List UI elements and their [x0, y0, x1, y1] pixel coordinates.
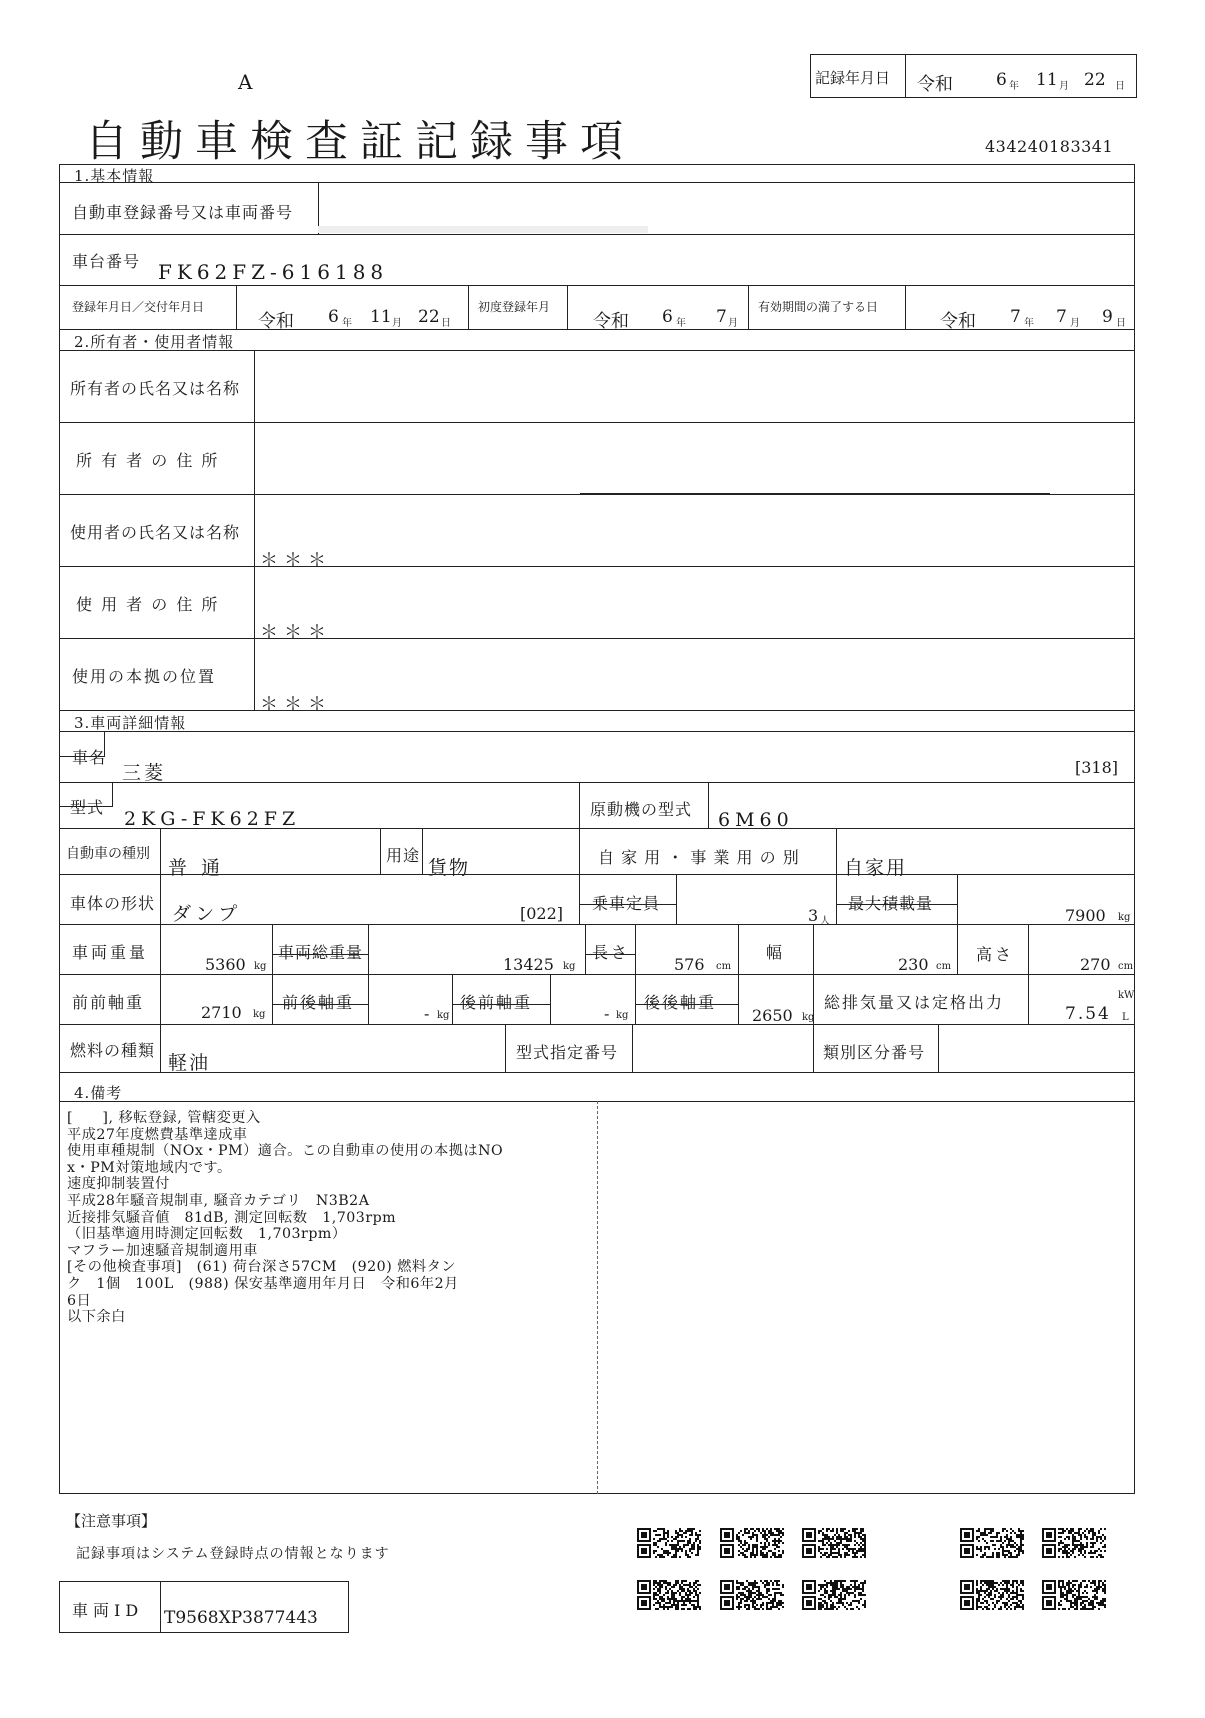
divider: [104, 731, 105, 756]
divider: [272, 924, 273, 974]
divider: [59, 974, 1135, 975]
capacity-value: 3: [808, 906, 819, 925]
registration-date-day-unit: 日: [441, 318, 451, 329]
divider: [422, 828, 423, 874]
divider: [112, 782, 113, 806]
divider: [160, 974, 161, 1024]
displacement-value: 7.54: [1065, 1004, 1111, 1024]
width-label: 幅: [766, 943, 784, 962]
base-location-value: ＊＊＊: [260, 694, 332, 715]
divider: [957, 874, 958, 924]
qr-code: [802, 1580, 866, 1610]
divider: [59, 924, 1135, 925]
divider: [635, 1004, 739, 1005]
qr-code: [1042, 1580, 1106, 1610]
qr-code: [960, 1580, 1024, 1610]
remarks-line: 平成28年騒音規制車, 騒音カテゴリ N3B2A: [67, 1192, 370, 1209]
qr-code: [1042, 1528, 1106, 1558]
divider: [813, 1024, 814, 1072]
record-date-label-box: [810, 54, 906, 98]
engine-model-label: 原動機の型式: [590, 800, 693, 819]
expiry-day: 9: [1102, 307, 1113, 327]
remarks-line: マフラー加速騒音規制適用車: [67, 1242, 258, 1259]
vehicle-id-value: T9568XP3877443: [164, 1608, 318, 1628]
car-name-label: 車名: [72, 748, 107, 767]
user-name-label: 使用者の氏名又は名称: [70, 523, 241, 542]
height-value: 270: [1080, 955, 1111, 974]
ff-axle-value: 2710: [201, 1003, 242, 1022]
divider: [272, 1004, 369, 1005]
expiry-year: 7: [1010, 307, 1021, 327]
weight-value: 5360: [205, 955, 246, 974]
remarks-line: ク 1個 100L (988) 保安基準適用年月日 令和6年2月: [67, 1275, 459, 1292]
divider: [813, 974, 814, 1024]
section2-title: 2.所有者・使用者情報: [74, 333, 235, 351]
corner-letter: A: [238, 70, 253, 94]
divider: [635, 924, 636, 974]
displacement-unit-bottom: L: [1122, 1012, 1129, 1023]
divider: [160, 924, 161, 974]
remarks-text: [67, 1110, 503, 1326]
body-shape-code: [022]: [520, 904, 564, 923]
usage-label: 用途: [386, 846, 421, 865]
divider: [585, 954, 636, 955]
capacity-label: 乗車定員: [592, 894, 661, 913]
section3-title: 3.車両詳細情報: [74, 714, 187, 732]
divider: [905, 285, 906, 329]
rr-axle-label: 後後軸重: [644, 993, 717, 1012]
vehicle-type-label: 自動車の種別: [66, 846, 150, 862]
record-date-era: 令和: [917, 74, 953, 95]
remarks-line: 速度抑制装置付: [67, 1176, 170, 1193]
section1-title: 1.基本情報: [74, 167, 155, 185]
record-date-year: 6: [996, 70, 1007, 90]
divider: [550, 974, 551, 1024]
gross-weight-value: 13425: [503, 955, 554, 974]
expiry-year-unit: 年: [1024, 318, 1034, 329]
length-value: 576: [674, 955, 705, 974]
type-designation-label: 型式指定番号: [516, 1043, 619, 1062]
vehicle-id-value-box: [160, 1581, 349, 1633]
height-label: 高さ: [976, 945, 1015, 964]
divider: [59, 566, 1135, 567]
first-registration-label: 初度登録年月: [478, 300, 551, 314]
vehicle-id-label: 車両ID: [72, 1601, 144, 1620]
first-registration-year: 6: [662, 307, 673, 327]
registration-date-year-unit: 年: [342, 318, 352, 329]
weight-label: 車両重量: [72, 943, 149, 962]
remarks-line: 6日: [67, 1292, 92, 1309]
divider: [272, 974, 273, 1024]
user-name-value: ＊＊＊: [260, 550, 332, 571]
length-unit: cm: [716, 961, 732, 972]
redaction-line: [580, 493, 1050, 495]
max-load-value: 7900: [1065, 906, 1106, 925]
divider: [836, 874, 837, 924]
divider: [160, 1024, 161, 1072]
fr-axle-unit: kg: [437, 1010, 450, 1021]
remarks-line: 平成27年度燃費基準達成車: [67, 1126, 248, 1143]
document-number: 434240183341: [985, 137, 1114, 156]
divider: [160, 874, 161, 924]
expiry-day-unit: 日: [1116, 318, 1126, 329]
owner-name-label: 所有者の氏名又は名称: [70, 379, 241, 398]
remarks-line: [その他検査事項] (61) 荷台深さ57CM (920) 燃料タン: [67, 1259, 456, 1276]
divider: [468, 285, 469, 329]
remarks-line: （旧基準適用時測定回転数 1,703rpm）: [67, 1226, 347, 1243]
divider: [452, 1004, 551, 1005]
registration-date-era: 令和: [258, 311, 294, 332]
length-label: 長さ: [592, 943, 631, 962]
private-business-label: 自 家 用 ・ 事 業 用 の 別: [598, 848, 800, 867]
qr-code: [637, 1528, 701, 1558]
record-date-day-unit: 日: [1115, 81, 1125, 92]
divider: [579, 874, 580, 924]
gross-weight-unit: kg: [563, 961, 576, 972]
divider: [59, 285, 1135, 286]
rf-axle-unit: kg: [616, 1010, 629, 1021]
divider: [748, 285, 749, 329]
expiry-month-unit: 月: [1070, 318, 1080, 329]
record-date-day: 22: [1084, 70, 1106, 90]
remarks-line: 使用車種規制（NOx・PM）適合。この自動車の使用の本拠はNO: [67, 1143, 504, 1160]
body-shape-label: 車体の形状: [70, 894, 156, 913]
divider: [579, 904, 677, 905]
divider: [59, 234, 1135, 235]
fuel-label: 燃料の種類: [70, 1041, 156, 1060]
expiry-month: 7: [1056, 307, 1067, 327]
usage-value: 貨物: [428, 857, 471, 879]
engine-model-value: 6M60: [718, 809, 794, 831]
divider: [585, 924, 586, 974]
divider: [59, 782, 1135, 783]
private-business-value: 自家用: [844, 857, 908, 879]
divider: [272, 954, 369, 955]
fr-axle-value: -: [424, 1004, 430, 1023]
divider: [957, 924, 958, 974]
divider: [59, 329, 1135, 330]
divider: [59, 874, 1135, 875]
divider: [59, 731, 1135, 732]
divider: [59, 806, 113, 807]
divider: [236, 285, 237, 329]
document-title: 自動車検査証記録事項: [85, 117, 635, 167]
qr-code: [720, 1580, 784, 1610]
fr-axle-label: 前後軸重: [282, 993, 355, 1012]
record-date-month: 11: [1036, 70, 1058, 90]
divider: [579, 782, 580, 828]
car-name-value: 三菱: [122, 762, 167, 784]
divider: [368, 924, 369, 974]
capacity-unit: 人: [820, 916, 830, 927]
notes-title: 【注意事項】: [66, 1512, 157, 1530]
divider: [59, 1024, 1135, 1025]
registration-number-label: 自動車登録番号又は車両番号: [72, 203, 294, 222]
model-label: 型式: [70, 798, 105, 817]
chassis-number-value: FK62FZ-616188: [158, 260, 389, 284]
width-unit: cm: [936, 961, 952, 972]
divider: [59, 828, 1135, 829]
section4-title: 4.備考: [74, 1084, 123, 1102]
body-shape-value: ダンプ: [172, 903, 242, 925]
divider: [380, 828, 381, 874]
first-registration-year-unit: 年: [676, 318, 686, 329]
registration-date-year: 6: [328, 307, 339, 327]
divider: [59, 1072, 1135, 1073]
remarks-line: 以下余白: [67, 1309, 126, 1326]
registration-date-day: 22: [418, 307, 440, 327]
ff-axle-label: 前前軸重: [72, 993, 145, 1012]
divider: [59, 756, 105, 757]
height-unit: cm: [1118, 961, 1134, 972]
qr-code: [960, 1528, 1024, 1558]
remarks-line: 近接排気騒音値 81dB, 測定回転数 1,703rpm: [67, 1209, 397, 1226]
ff-axle-unit: kg: [253, 1009, 266, 1020]
rr-axle-value: 2650: [752, 1006, 793, 1025]
divider: [160, 828, 161, 874]
remarks-line: x・PM対策地域内です。: [67, 1159, 232, 1176]
registration-date-month: 11: [370, 307, 392, 327]
divider: [59, 182, 1135, 183]
model-value: 2KG-FK62FZ: [124, 808, 301, 830]
notes-text: 記録事項はシステム登録時点の情報となります: [76, 1546, 390, 1562]
fuel-value: 軽油: [168, 1052, 211, 1074]
qr-code: [637, 1580, 701, 1610]
car-name-code: [318]: [1075, 758, 1119, 777]
width-value: 230: [898, 955, 929, 974]
divider: [938, 1024, 939, 1072]
displacement-unit-top: kW: [1118, 990, 1135, 1001]
divider: [836, 828, 837, 874]
record-date-month-unit: 月: [1059, 81, 1069, 92]
record-date-box: [905, 54, 1137, 98]
divider: [505, 1024, 506, 1072]
vehicle-id-label-box: [59, 1581, 161, 1633]
user-address-value: ＊＊＊: [260, 622, 332, 643]
user-address-label: 使 用 者 の 住 所: [76, 595, 220, 614]
vehicle-type-value: 普 通: [168, 857, 225, 879]
remarks-column-divider: [597, 1101, 598, 1494]
owner-address-label: 所 有 者 の 住 所: [76, 451, 220, 470]
expiry-label: 有効期間の満了する日: [758, 300, 879, 314]
chassis-number-label: 車台番号: [72, 252, 141, 271]
record-date-label: 記録年月日: [815, 69, 891, 87]
divider: [676, 874, 677, 924]
divider: [1028, 924, 1029, 974]
divider: [452, 974, 453, 1024]
first-registration-era: 令和: [593, 311, 629, 332]
divider: [836, 904, 958, 905]
divider: [579, 828, 580, 874]
displacement-label: 総排気量又は定格出力: [824, 993, 1005, 1012]
divider: [738, 924, 739, 974]
gross-weight-label: 車両総重量: [278, 943, 364, 962]
redaction-mark: [318, 226, 648, 233]
qr-code: [802, 1528, 866, 1558]
divider: [368, 974, 369, 1024]
divider: [1028, 974, 1029, 1024]
rf-axle-value: -: [604, 1004, 610, 1023]
weight-unit: kg: [254, 961, 267, 972]
first-registration-month-unit: 月: [728, 318, 738, 329]
registration-date-label: 登録年月日／交付年月日: [72, 300, 205, 314]
record-date-year-unit: 年: [1009, 81, 1019, 92]
divider: [567, 285, 568, 329]
registration-date-month-unit: 月: [392, 318, 402, 329]
remarks-line: [ ], 移転登録, 管轄変更入: [67, 1110, 261, 1126]
expiry-era: 令和: [940, 311, 976, 332]
first-registration-month: 7: [716, 307, 727, 327]
divider: [59, 350, 1135, 351]
divider: [59, 710, 1135, 711]
divider: [632, 1024, 633, 1072]
divider: [635, 974, 636, 1024]
divider: [59, 638, 1135, 639]
qr-code: [720, 1528, 784, 1558]
divider: [708, 782, 709, 828]
max-load-label: 最大積載量: [848, 894, 934, 913]
divider: [813, 924, 814, 974]
divider: [738, 974, 739, 1024]
rf-axle-label: 後前軸重: [460, 993, 533, 1012]
base-location-label: 使用の本拠の位置: [72, 667, 217, 686]
divider: [254, 350, 255, 710]
rr-axle-unit: kg: [802, 1012, 815, 1023]
category-label: 類別区分番号: [823, 1043, 926, 1062]
max-load-unit: kg: [1118, 912, 1131, 923]
divider: [59, 422, 1135, 423]
